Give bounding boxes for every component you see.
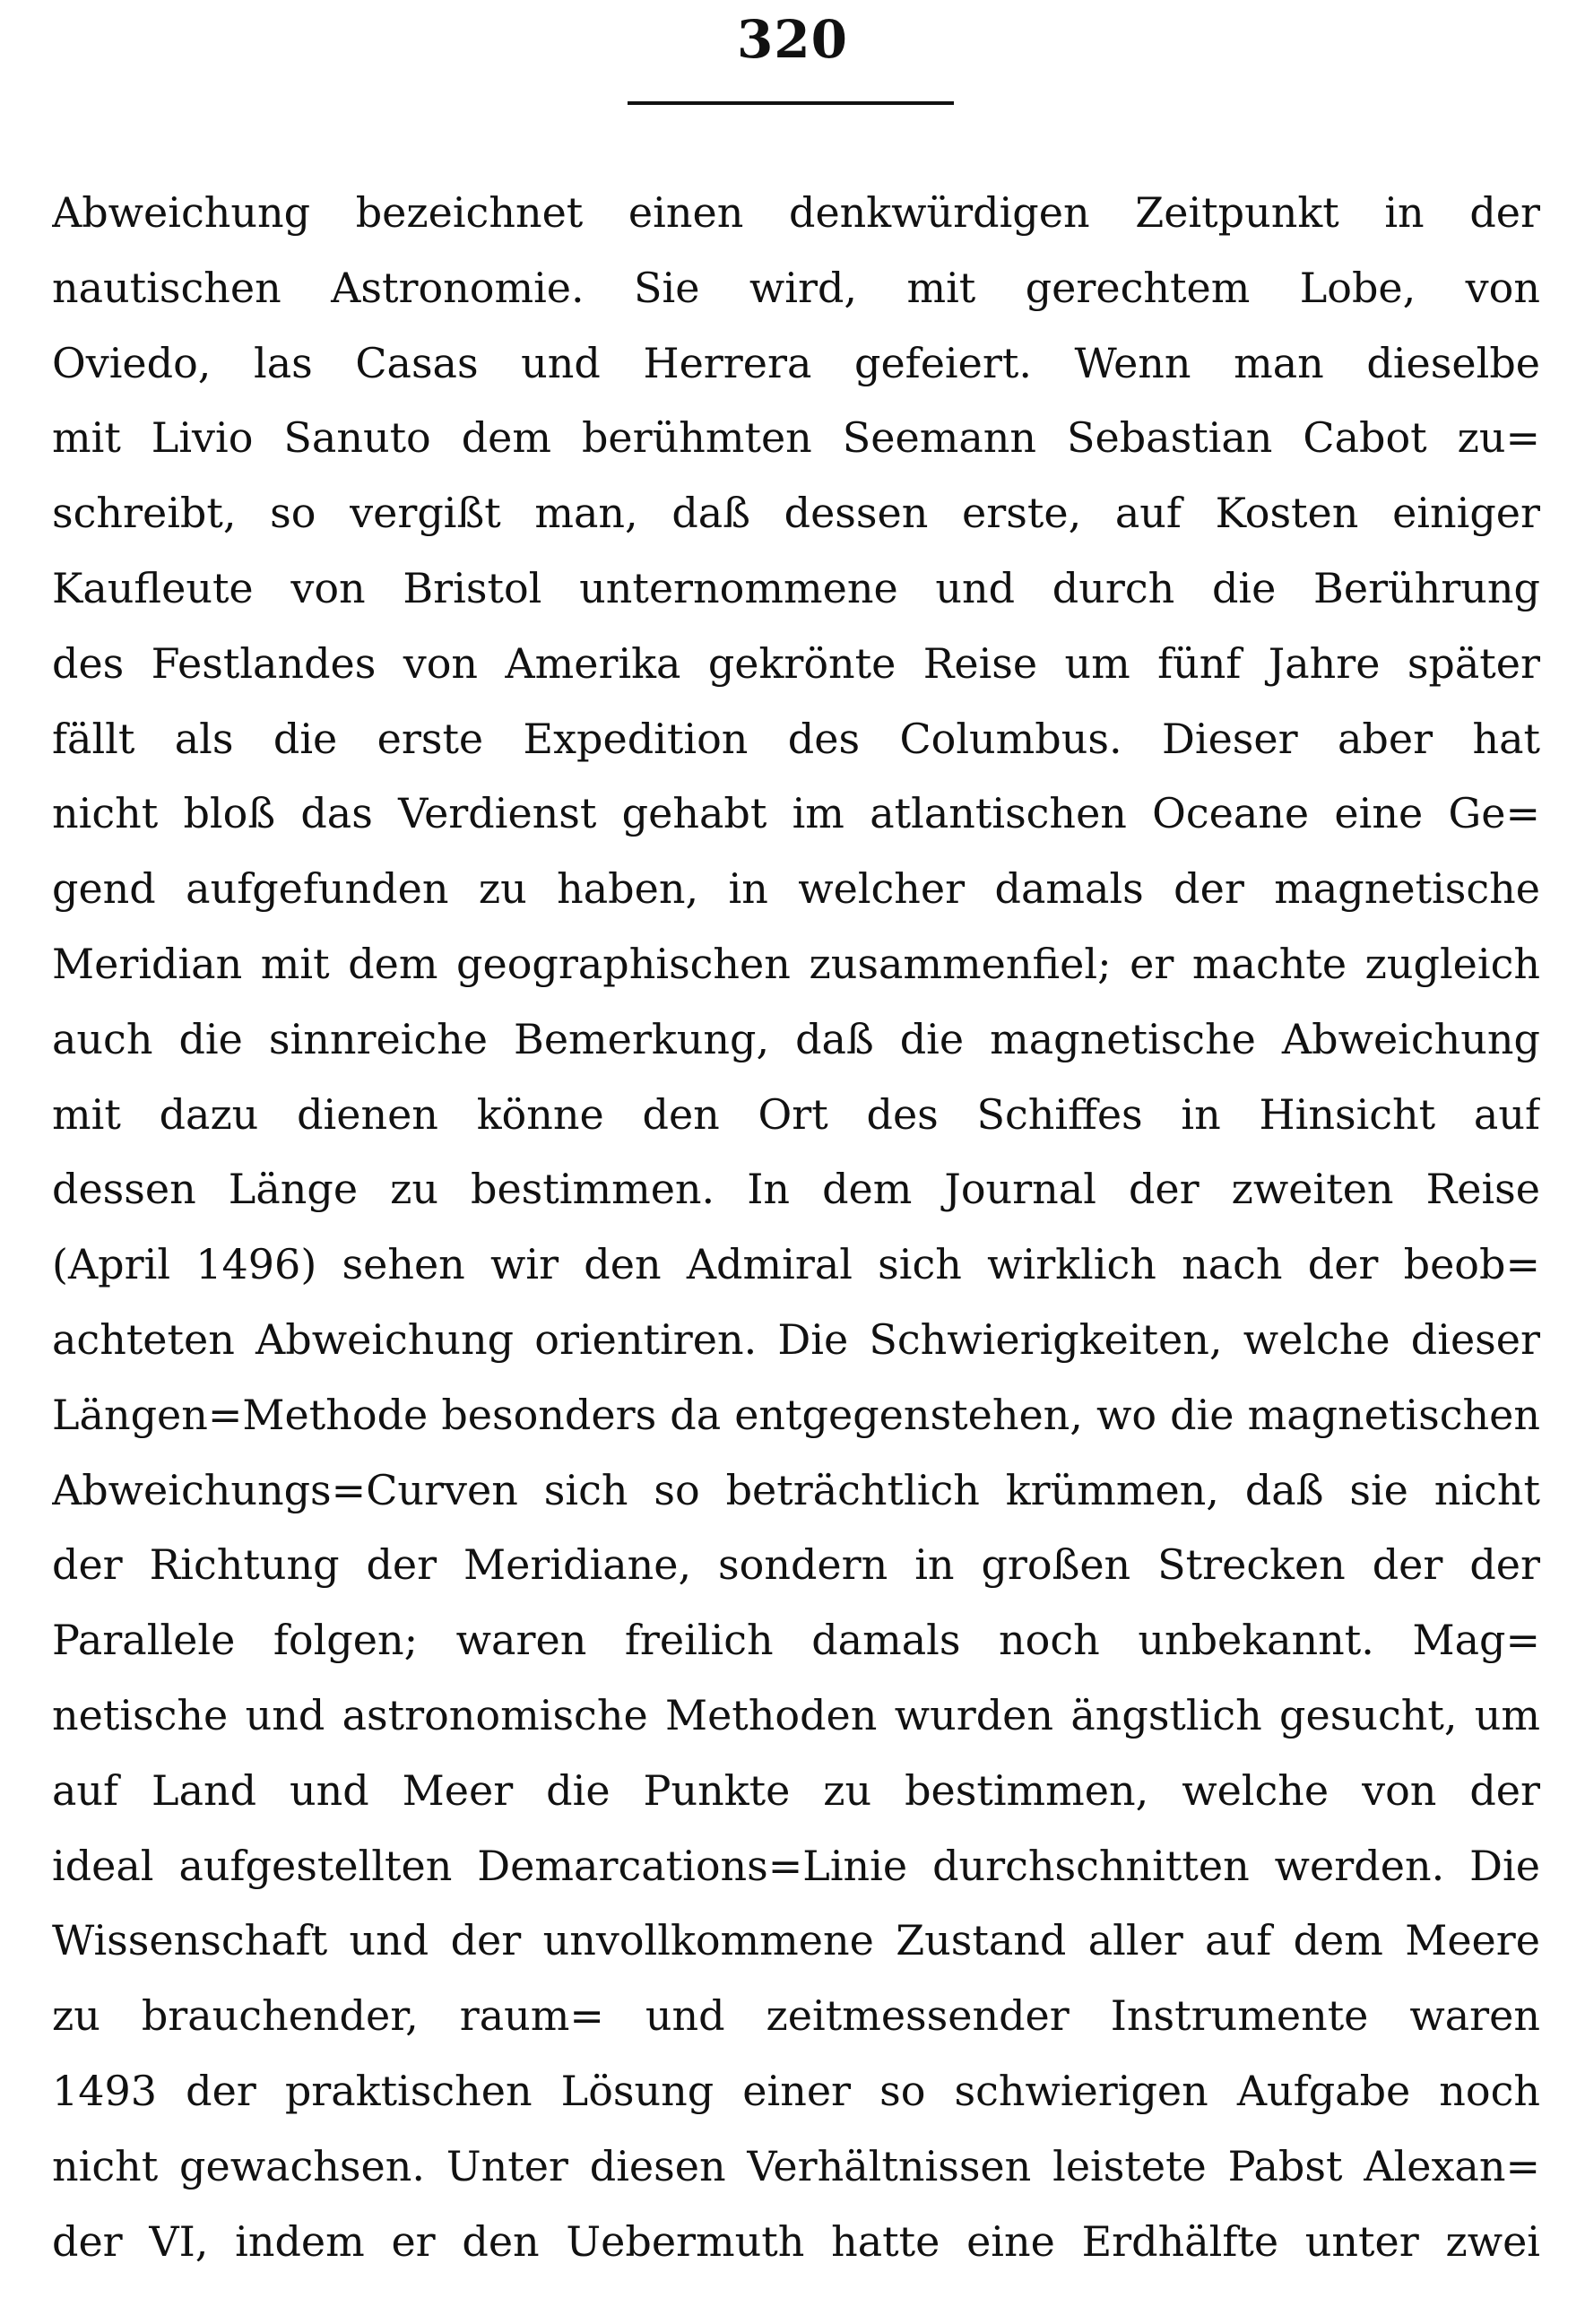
text-line: Parallele folgen; waren freilich damals noch unbekannt. Mag=	[52, 1616, 1540, 1665]
text-line: auch die sinnreiche Bemerkung, daß die magnetische Abweichung	[52, 1014, 1540, 1063]
text-line: Meridian mit dem geographischen zusammenfiel; er machte zugleich	[52, 939, 1540, 988]
text-line: gend aufgefunden zu haben, in welcher damals der magnetische	[52, 864, 1540, 914]
page-number: 320	[736, 9, 849, 70]
text-line: auf Land und Meer die Punkte zu bestimmen, welche von der	[52, 1765, 1540, 1815]
text-line: Kaufleute von Bristol unternommene und durch die Berührung	[52, 563, 1540, 612]
text-line: Abweichung bezeichnet einen denkwürdigen Zeitpunkt in der	[52, 188, 1540, 237]
text-line: der VI, indem er den Uebermuth hatte eine Erdhälfte unter zwei	[52, 2216, 1540, 2266]
text-line: nautischen Astronomie. Sie wird, mit gerechtem Lobe, von	[52, 263, 1540, 312]
text-line: mit Livio Sanuto dem berühmten Seemann Sebastian Cabot zu=	[52, 413, 1540, 463]
text-line: achteten Abweichung orientiren. Die Schwierigkeiten, welche dieser	[52, 1314, 1540, 1364]
text-line: des Festlandes von Amerika gekrönte Reise um fünf Jahre später	[52, 638, 1540, 688]
text-line: (April 1496) sehen wir den Admiral sich wirklich nach der beob=	[52, 1240, 1540, 1289]
text-line: 1493 der praktischen Lösung einer so schwierigen Aufgabe noch	[52, 2066, 1540, 2115]
text-line: Abweichungs=Curven sich so beträchtlich krümmen, daß sie nicht	[52, 1465, 1540, 1514]
text-line: der Richtung der Meridiane, sondern in großen Strecken der der	[52, 1540, 1540, 1590]
text-line: zu brauchender, raum= und zeitmessender Instrumente waren	[52, 1991, 1540, 2041]
text-line: mit dazu dienen könne den Ort des Schiffes in Hinsicht auf	[52, 1089, 1540, 1139]
header-rule	[628, 101, 954, 105]
text-line: dessen Länge zu bestimmen. In dem Journal der zweiten Reise	[52, 1165, 1540, 1214]
text-line: Längen=Methode besonders da entgegenstehen, wo die magnetischen	[52, 1390, 1540, 1439]
text-line: nicht gewachsen. Unter diesen Verhältnissen leistete Pabst Alexan=	[52, 2141, 1540, 2190]
text-line: fällt als die erste Expedition des Columbus. Dieser aber hat	[52, 714, 1540, 763]
body-text	[52, 176, 1540, 2279]
text-line: Oviedo, las Casas und Herrera gefeiert. Wenn man dieselbe	[52, 338, 1540, 387]
text-line: schreibt, so vergißt man, daß dessen erste, auf Kosten einiger	[52, 489, 1540, 538]
text-line: ideal aufgestellten Demarcations=Linie durchschnitten werden. Die	[52, 1841, 1540, 1890]
text-line: Wissenschaft und der unvollkommene Zustand aller auf dem Meere	[52, 1916, 1540, 1965]
text-line: nicht bloß das Verdienst gehabt im atlantischen Oceane eine Ge=	[52, 789, 1540, 838]
text-line: netische und astronomische Methoden wurden ängstlich gesucht, um	[52, 1690, 1540, 1739]
